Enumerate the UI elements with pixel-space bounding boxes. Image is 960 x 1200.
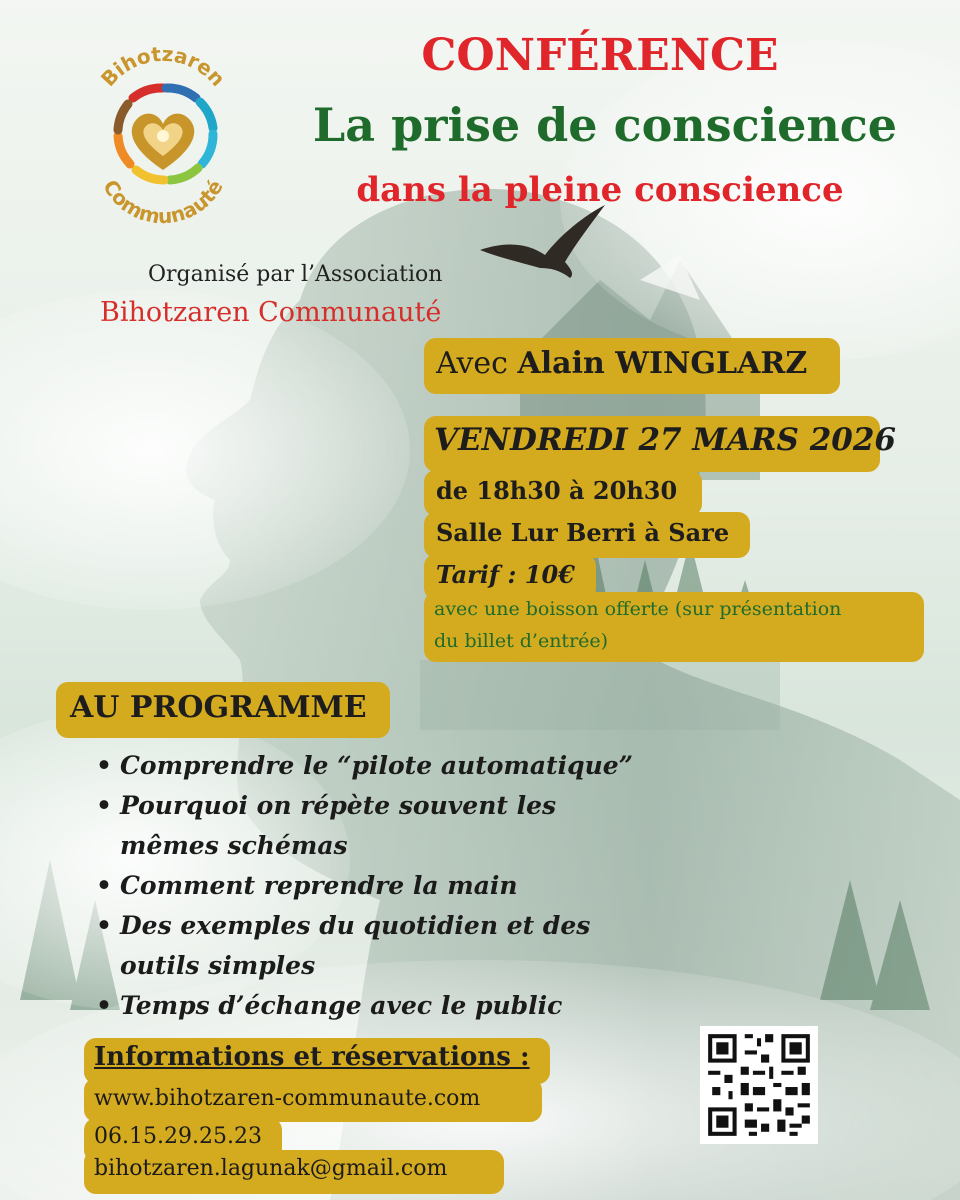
main-title: La prise de conscience	[312, 98, 898, 152]
svg-text:Communauté: Communauté	[98, 175, 228, 226]
bihotzaren-logo-icon	[78, 46, 248, 226]
event-type-title: CONFÉRENCE	[421, 30, 779, 81]
email-link[interactable]: bihotzaren.lagunak@gmail.com	[94, 1156, 448, 1181]
program-heading: AU PROGRAMME	[70, 690, 367, 725]
list-item: • Pourquoi on répète souvent les mêmes schémas	[96, 786, 633, 866]
speaker-name: Alain WINGLARZ	[517, 346, 808, 381]
event-note-line2: du billet d’entrée)	[434, 630, 609, 652]
list-item: • Comprendre le “pilote automatique”	[96, 746, 633, 786]
list-item: • Des exemples du quotidien et des outils simples	[96, 906, 633, 986]
speaker-line	[436, 346, 807, 381]
event-price: Tarif : 10€	[436, 560, 575, 589]
phone-number[interactable]: 06.15.29.25.23	[94, 1124, 262, 1149]
organizer-name: Bihotzaren Communauté	[100, 297, 442, 328]
subtitle: dans la pleine conscience	[356, 170, 844, 210]
list-item: • Temps d’échange avec le public	[96, 986, 633, 1026]
event-time: de 18h30 à 20h30	[436, 476, 678, 505]
organizer-label: Organisé par l’Association	[148, 262, 443, 287]
website-link[interactable]: www.bihotzaren-communaute.com	[94, 1086, 481, 1111]
program-list	[96, 746, 633, 1026]
svg-text:Bihotzaren: Bihotzaren	[96, 46, 231, 91]
event-venue: Salle Lur Berri à Sare	[436, 518, 730, 547]
list-item: • Comment reprendre la main	[96, 866, 633, 906]
contact-heading: Informations et réservations :	[94, 1042, 530, 1072]
speaker-prefix: Avec	[436, 346, 508, 381]
qr-code-icon	[700, 1026, 818, 1144]
event-note-line1: avec une boisson offerte (sur présentation	[434, 598, 842, 620]
event-date: VENDREDI 27 MARS 2026	[434, 422, 896, 458]
